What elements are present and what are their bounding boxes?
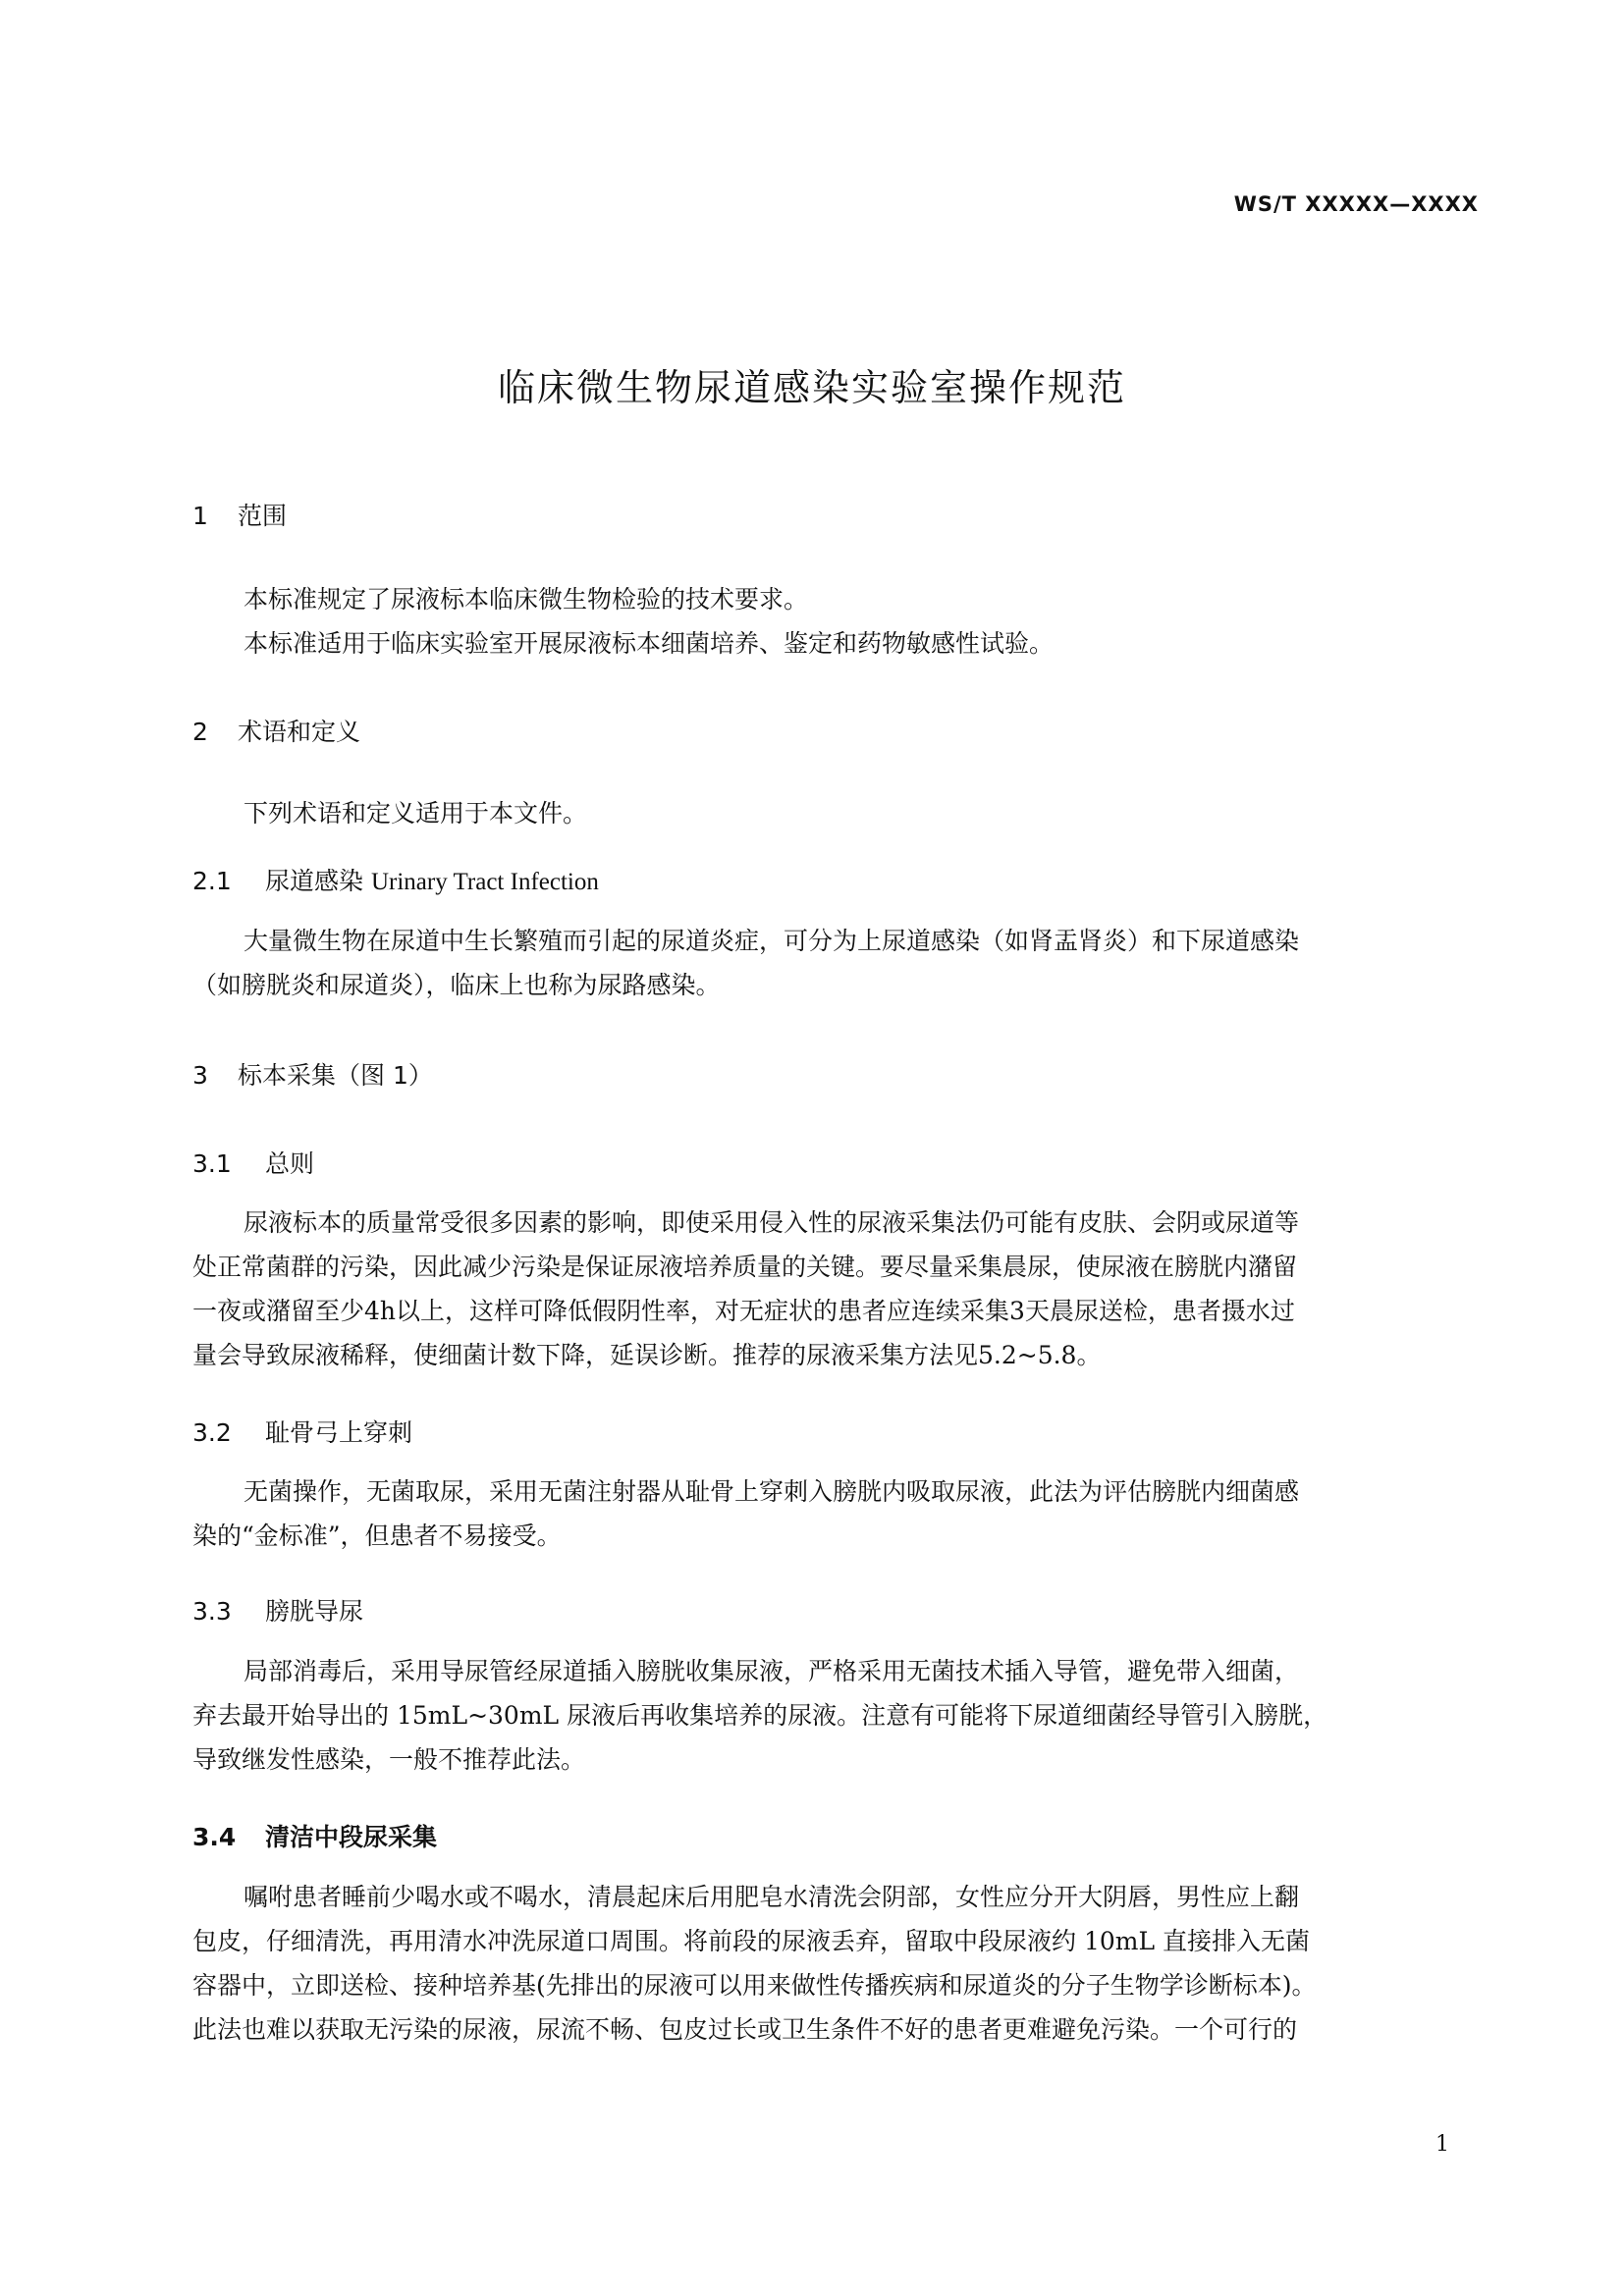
- section-title: 清洁中段尿采集: [265, 1823, 438, 1851]
- page-number: 1: [1435, 2132, 1449, 2157]
- paragraph-line: 嘱咐患者睡前少喝水或不喝水，清晨起床后用肥皂水清洗会阴部，女性应分开大阴唇，男性应上翻: [244, 1883, 1300, 1911]
- paragraph-line: 弃去最开始导出的 15mL~30mL 尿液后再收集培养的尿液。注意有可能将下尿道细菌经导管引入膀胱，: [192, 1701, 1328, 1730]
- section-2-heading: [192, 713, 360, 748]
- section-2-1-body: [192, 919, 1449, 1007]
- section-number: 2: [192, 718, 208, 746]
- paragraph-line: 下列术语和定义适用于本文件。: [244, 799, 588, 828]
- section-3-1-body: [192, 1201, 1449, 1377]
- section-2-intro: [192, 791, 1449, 835]
- section-number: 3.3: [192, 1597, 232, 1626]
- paragraph-line: 一夜或潴留至少4h以上，这样可降低假阴性率，对无症状的患者应连续采集3天晨尿送检，患者摄水过: [192, 1297, 1295, 1325]
- section-number: 3: [192, 1061, 208, 1090]
- section-number: 2.1: [192, 867, 232, 895]
- section-3-4-heading: [192, 1818, 437, 1853]
- paragraph-line: 本标准适用于临床实验室开展尿液标本细菌培养、鉴定和药物敏感性试验。: [244, 629, 1055, 658]
- standard-code: WS/T XXXXX—XXXX: [1233, 192, 1479, 216]
- section-3-3-body: [192, 1649, 1449, 1782]
- section-3-1-heading: [192, 1145, 314, 1180]
- document-title: 临床微生物尿道感染实验室操作规范: [497, 366, 1126, 409]
- section-3-heading: [192, 1056, 433, 1092]
- section-title: 耻骨弓上穿刺: [265, 1418, 413, 1447]
- section-3-2-heading: [192, 1414, 412, 1449]
- paragraph-line: 无菌操作，无菌取尿，采用无菌注射器从耻骨上穿刺入膀胱内吸取尿液，此法为评估膀胱内细菌感: [244, 1477, 1300, 1506]
- section-title-english: Urinary Tract Infection: [370, 869, 599, 895]
- paragraph-line: 局部消毒后，采用导尿管经尿道插入膀胱收集尿液，严格采用无菌技术插入导管，避免带入细菌，: [244, 1657, 1300, 1685]
- section-2-1-heading: [192, 862, 599, 897]
- paragraph-line: 导致继发性感染，一般不推荐此法。: [192, 1745, 586, 1774]
- section-number: 3.1: [192, 1149, 232, 1178]
- section-number: 1: [192, 502, 208, 530]
- section-3-4-body: [192, 1875, 1449, 2052]
- paragraph-line: 处正常菌群的污染，因此减少污染是保证尿液培养质量的关键。要尽量采集晨尿，使尿液在膀胱内潴留: [192, 1253, 1298, 1281]
- paragraph-line: 容器中，立即送检、接种培养基(先排出的尿液可以用来做性传播疾病和尿道炎的分子生物学诊断标本)。: [192, 1971, 1317, 2000]
- section-title: 术语和定义: [238, 718, 361, 746]
- section-1-body: [192, 577, 1449, 666]
- section-title: 膀胱导尿: [265, 1597, 364, 1626]
- paragraph-line: 此法也难以获取无污染的尿液，尿流不畅、包皮过长或卫生条件不好的患者更难避免污染。一个可行的: [192, 2015, 1298, 2044]
- paragraph-line: 本标准规定了尿液标本临床微生物检验的技术要求。: [244, 585, 809, 614]
- section-1-heading: [192, 497, 287, 532]
- section-number: 3.2: [192, 1418, 232, 1447]
- paragraph-line: 染的“金标准”，但患者不易接受。: [192, 1522, 562, 1550]
- paragraph-line: 大量微生物在尿道中生长繁殖而引起的尿道炎症，可分为上尿道感染（如肾盂肾炎）和下尿道感染: [244, 927, 1300, 955]
- section-title: 范围: [238, 502, 288, 530]
- section-title: 总则: [265, 1149, 315, 1178]
- section-3-2-body: [192, 1469, 1449, 1558]
- paragraph-line: 包皮，仔细清洗，再用清水冲洗尿道口周围。将前段的尿液丢弃，留取中段尿液约 10mL 直接排入无菌: [192, 1927, 1311, 1955]
- section-title: 标本采集（图 1）: [238, 1061, 433, 1090]
- paragraph-line: 量会导致尿液稀释，使细菌计数下降，延误诊断。推荐的尿液采集方法见5.2~5.8。: [192, 1341, 1102, 1369]
- paragraph-line: （如膀胱炎和尿道炎），临床上也称为尿路感染。: [192, 971, 721, 999]
- section-title: 尿道感染: [265, 867, 364, 895]
- section-number: 3.4: [192, 1823, 237, 1851]
- section-3-3-heading: [192, 1592, 363, 1628]
- paragraph-line: 尿液标本的质量常受很多因素的影响，即使采用侵入性的尿液采集法仍可能有皮肤、会阴或尿道等: [244, 1208, 1300, 1237]
